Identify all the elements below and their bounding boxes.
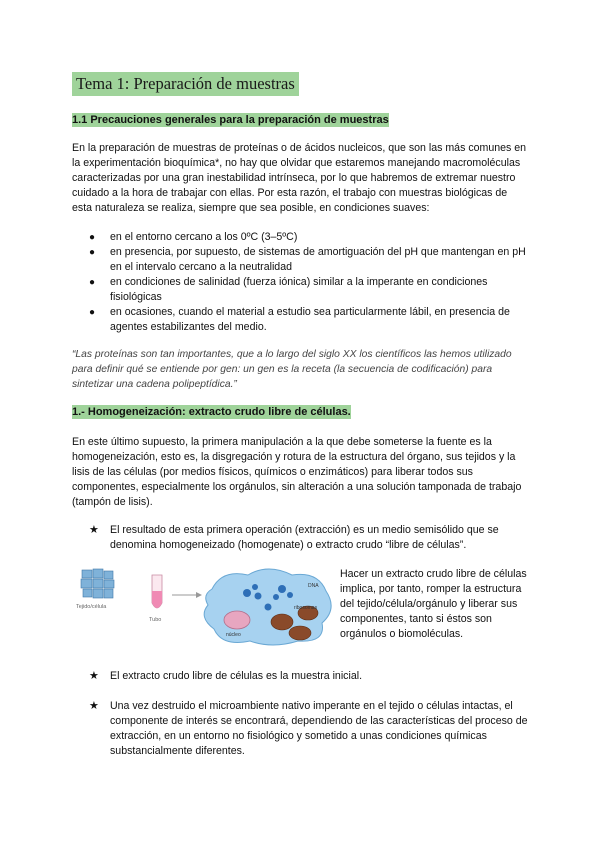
- bullet-icon: ●: [89, 232, 96, 243]
- section-heading-precautions: 1.1 Precauciones generales para la preparación de muestras: [72, 114, 389, 126]
- figure-illustration: [72, 565, 334, 647]
- ribosomes-label: ribosomas: [294, 605, 318, 611]
- tube-label: Tubo: [149, 617, 162, 623]
- star-icon: ★: [89, 670, 99, 682]
- list-item: ● en presencia, por supuesto, de sistemas de amortiguación del pH que mantengan en pH en el intervalo cercano a la neutralidad: [89, 246, 526, 273]
- star-item-extraction: ★ El resultado de esta primera operación (extracción) es un medio semisólido que se denomina homogeneizado (homogenate) o extracto crudo “libre de células”.: [89, 524, 499, 551]
- protein-quote: “Las proteínas son tan importantes, que a lo largo del siglo XX los científicos las hemos utilizado para definir qué se entiende por gen: un gen es la receta (la secuencia de codificación) para sintetizar una cadena polipeptídica.”: [72, 349, 512, 390]
- tissue-label: Tejido/célula: [76, 604, 107, 610]
- list-item: ● en condiciones de salinidad (fuerza iónica) similar a la imperante en condiciones fisiológicas: [89, 276, 488, 303]
- list-item: ● en ocasiones, cuando el material a estudio sea particularmente lábil, en presencia de agentes estabilizantes del medio.: [89, 306, 510, 333]
- page-title: Tema 1: Preparación de muestras: [72, 72, 299, 96]
- homogenization-figure: [72, 565, 334, 647]
- section-heading-homogenization: 1.- Homogeneización: extracto crudo libre de células.: [72, 406, 351, 418]
- figure-caption: Hacer un extracto crudo libre de células implica, por tanto, romper la estructura del tejido/célula/orgánulo y liberar sus componentes, tanto si éstos son orgánulos o biomoléculas.: [340, 568, 527, 640]
- dna-label: DNA: [308, 583, 319, 589]
- list-item: ● en el entorno cercano a los 0ºC (3–5ºC): [89, 231, 298, 243]
- homogenization-paragraph: En este último supuesto, la primera manipulación a la que debe someterse la fuente es la homogeneización, esto es, la disgregación y rotura de la estructura del órgano, sus tejidos y la lisis de las células (por medios físicos, químicos o enzimáticos) para liberar todos sus componentes, especialmente los orgánulos, sin alteración a una solución tamponada de trabajo (tampón de lisis).: [72, 436, 522, 508]
- star-item-microenvironment: ★ Una vez destruido el microambiente nativo imperante en el tejido o células intactas, el componente de interés se encontrará, dependiendo de las características del proceso de extracción, en un entorno no fisiológico y sometido a unas condiciones químicas substancialmente diferentes.: [89, 700, 528, 757]
- conditions-list: [72, 230, 532, 335]
- nucleus-label: núcleo: [226, 632, 241, 638]
- test-tube-icon: [152, 575, 162, 608]
- intro-paragraph: En la preparación de muestras de proteínas o de ácidos nucleicos, que son las más comunes en la experimentación bioquímica*, no hay que olvidar que estaremos manejando macromoléculas caracterizadas por una gran inestabilidad intrínseca, por lo que habremos de extremar nuestro cuidado a la hora de trabajar con ellas. Por esta razón, el trabajo con muestras biológicas de esta naturaleza se realiza, siempre que sea posible, en condiciones suaves:: [72, 142, 527, 214]
- star-icon: ★: [89, 524, 99, 536]
- bullet-icon: ●: [89, 247, 96, 258]
- bullet-icon: ●: [89, 307, 96, 318]
- star-item-initial-sample: ★ El extracto crudo libre de células es la muestra inicial.: [89, 670, 363, 682]
- tissue-grid-icon: [81, 569, 114, 598]
- star-icon: ★: [89, 700, 99, 712]
- bullet-icon: ●: [89, 277, 96, 288]
